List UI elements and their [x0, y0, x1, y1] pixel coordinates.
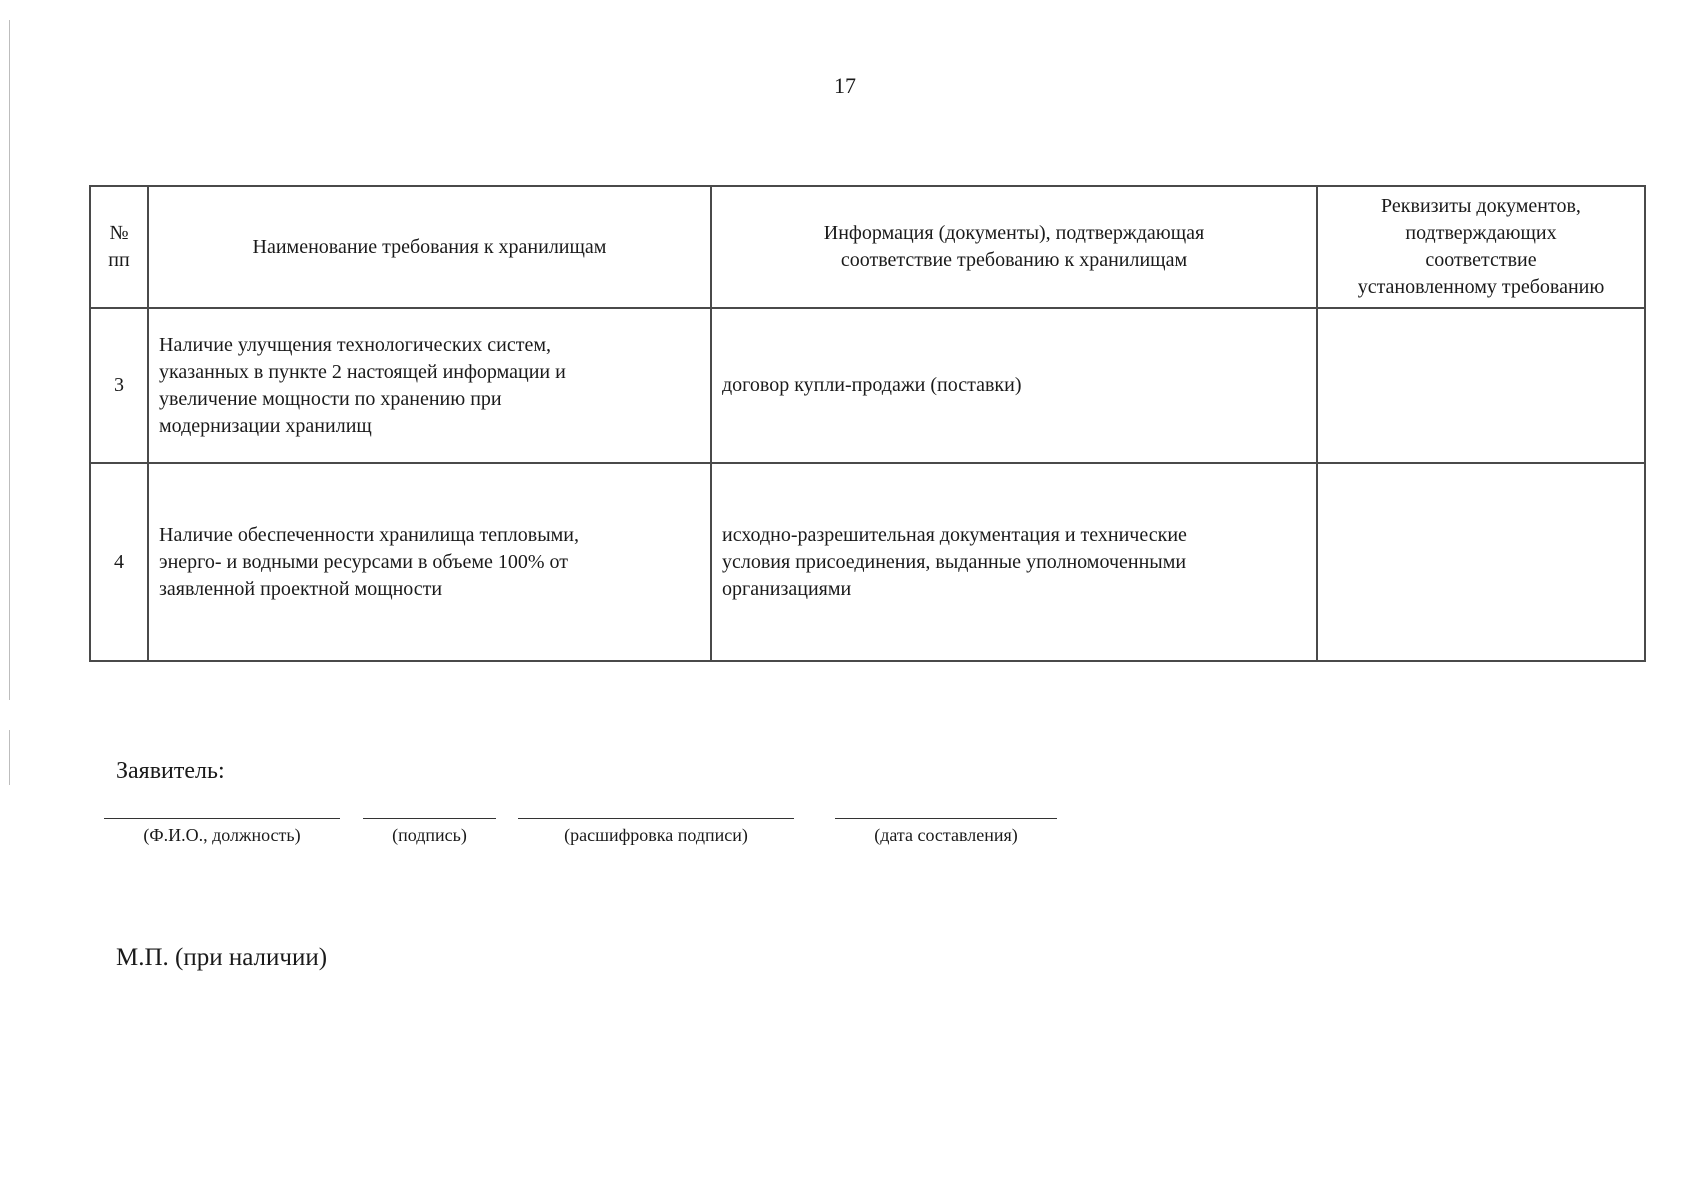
decode-signature-line: [518, 818, 794, 846]
table-row: [90, 308, 1645, 463]
signature-caption: (подпись): [392, 825, 467, 845]
header-info: Информация (документы), подтверждающая соответствие требованию к хранилищам: [711, 186, 1317, 308]
date-line: [835, 818, 1057, 846]
date-caption: (дата составления): [874, 825, 1018, 845]
page-number: 17: [834, 73, 856, 98]
header-name: Наименование требования к хранилищам: [148, 186, 711, 308]
header-requisites: Реквизиты документов, подтверждающих соответствие установленному требованию: [1317, 186, 1645, 308]
requirement-requisites: [1317, 308, 1645, 463]
signature-line: [363, 818, 496, 846]
requirements-table: [89, 185, 1646, 662]
requirement-name: Наличие обеспеченности хранилища тепловыми, энерго- и водными ресурсами в объеме 100% от заявленной проектной мощности: [148, 463, 711, 661]
applicant-label: Заявитель:: [116, 758, 225, 784]
requirement-info: договор купли-продажи (поставки): [711, 308, 1317, 463]
header-num: № пп: [90, 186, 148, 308]
decode-caption: (расшифровка подписи): [564, 825, 748, 845]
table-header-row: [90, 186, 1645, 308]
fio-signature-line: [104, 818, 340, 846]
row-number: 4: [90, 463, 148, 661]
requirement-requisites: [1317, 463, 1645, 661]
fio-caption: (Ф.И.О., должность): [143, 825, 301, 845]
table-row: [90, 463, 1645, 661]
requirement-info: исходно-разрешительная документация и технические условия присоединения, выданные уполномоченными организациями: [711, 463, 1317, 661]
scan-edge-line: [9, 730, 10, 785]
stamp-label: М.П. (при наличии): [116, 944, 328, 971]
scan-edge-line: [9, 20, 10, 700]
row-number: 3: [90, 308, 148, 463]
requirement-name: Наличие улучщения технологических систем, указанных в пункте 2 настоящей информации и увеличение мощности по хранению при модернизации хранилищ: [148, 308, 711, 463]
